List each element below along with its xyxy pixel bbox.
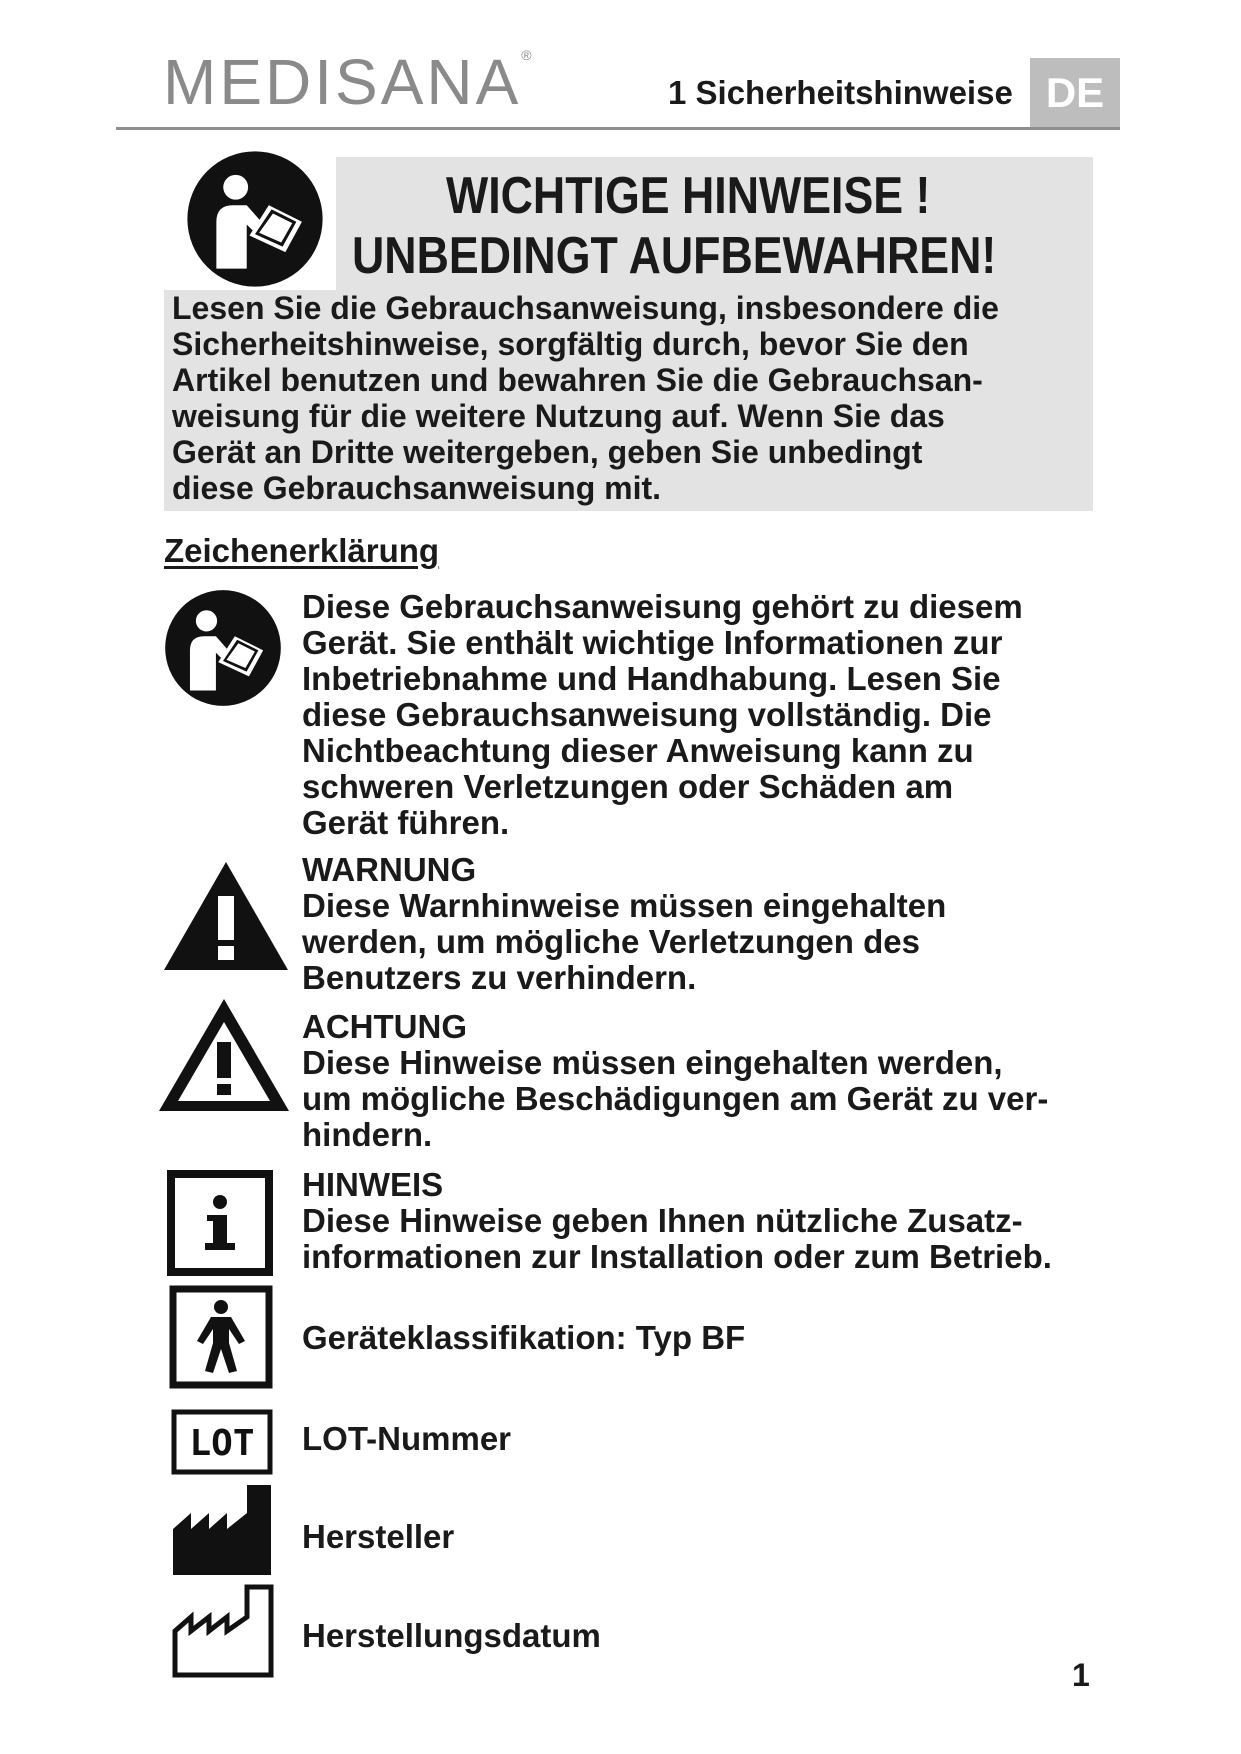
legend-item-read-manual [302,589,1023,841]
legend-item-warning [302,852,946,996]
logo-registered-mark: ® [521,46,535,63]
lot-icon [171,1409,273,1475]
important-body-line: Sicherheitshinweise, sorgfältig durch, bevor Sie den [172,326,969,362]
legend-line: Herstellungsdatum [302,1617,601,1654]
legend-line: Nichtbeachtung dieser Anweisung kann zu [302,732,974,769]
legend-heading: Zeichenerklärung [164,532,440,569]
important-body-line: diese Gebrauchsanweisung mit. [172,470,662,506]
language-badge: DE [1030,58,1120,128]
important-body [172,290,1087,506]
manufacturing-date-icon [171,1583,275,1679]
legend-line: Diese Hinweise geben Ihnen nützliche Zusatz- [302,1202,1023,1239]
legend-item-notice [302,1167,1052,1275]
important-body-line: weisung für die weitere Nutzung auf. Wenn Sie das [172,398,945,434]
warning-filled-triangle-icon [162,860,290,972]
manufacturer-icon [171,1483,273,1577]
section-title: 1 Sicherheitshinweise [668,74,1013,111]
legend-line: Geräteklassifikation: Typ BF [302,1319,746,1356]
legend-line: informationen zur Installation oder zum Betrieb. [302,1238,1052,1275]
caution-outline-triangle-icon [156,996,292,1114]
lot-icon-text: LOT [189,1423,255,1464]
info-icon [167,1170,273,1276]
read-manual-icon [164,589,282,707]
legend-line: Hersteller [302,1518,455,1555]
legend-item-caution [302,1009,1048,1153]
legend-item-lot [302,1421,511,1457]
legend-line: um mögliche Beschädigungen am Gerät zu ver- [302,1080,1049,1117]
legend-item-title: HINWEIS [302,1166,444,1203]
type-bf-icon [169,1285,273,1389]
logo-text: MEDISANA [163,46,522,118]
important-body-line: Lesen Sie die Gebrauchsanweisung, insbesondere die [172,290,999,326]
legend-line: Diese Warnhinweise müssen eingehalten [302,887,947,924]
page-number: 1 [1072,1657,1090,1693]
legend-line: diese Gebrauchsanweisung vollständig. Die [302,696,992,733]
read-manual-icon [186,150,324,288]
legend-item-manufacturing-date [302,1618,601,1654]
important-body-line: Artikel benutzen und bewahren Sie die Gebrauchsan- [172,362,983,398]
important-body-line: Gerät an Dritte weitergeben, geben Sie unbedingt [172,434,923,470]
legend-line: Benutzers zu verhindern. [302,959,697,996]
brand-logo [163,46,535,118]
legend-line: Gerät führen. [302,804,510,841]
important-title-line-2: UNBEDINGT AUFBEWAHREN! [352,227,997,285]
legend-item-type-bf [302,1320,745,1356]
legend-item-title: ACHTUNG [302,1008,467,1045]
legend-line: LOT-Nummer [302,1420,512,1457]
legend-item-title: WARNUNG [302,851,477,888]
important-title-line-1: WICHTIGE HINWEISE ! [446,167,931,225]
legend-line: Diese Hinweise müssen eingehalten werden, [302,1044,1003,1081]
legend-line: hindern. [302,1116,433,1153]
header-divider [116,127,1120,130]
legend-line: werden, um mögliche Verletzungen des [302,923,920,960]
legend-line: Diese Gebrauchsanweisung gehört zu diesem [302,588,1023,625]
legend-line: Gerät. Sie enthält wichtige Informationen zur [302,624,1003,661]
legend-item-manufacturer [302,1519,454,1555]
legend-line: Inbetriebnahme und Handhabung. Lesen Sie [302,660,1001,697]
legend-line: schweren Verletzungen oder Schäden am [302,768,954,805]
